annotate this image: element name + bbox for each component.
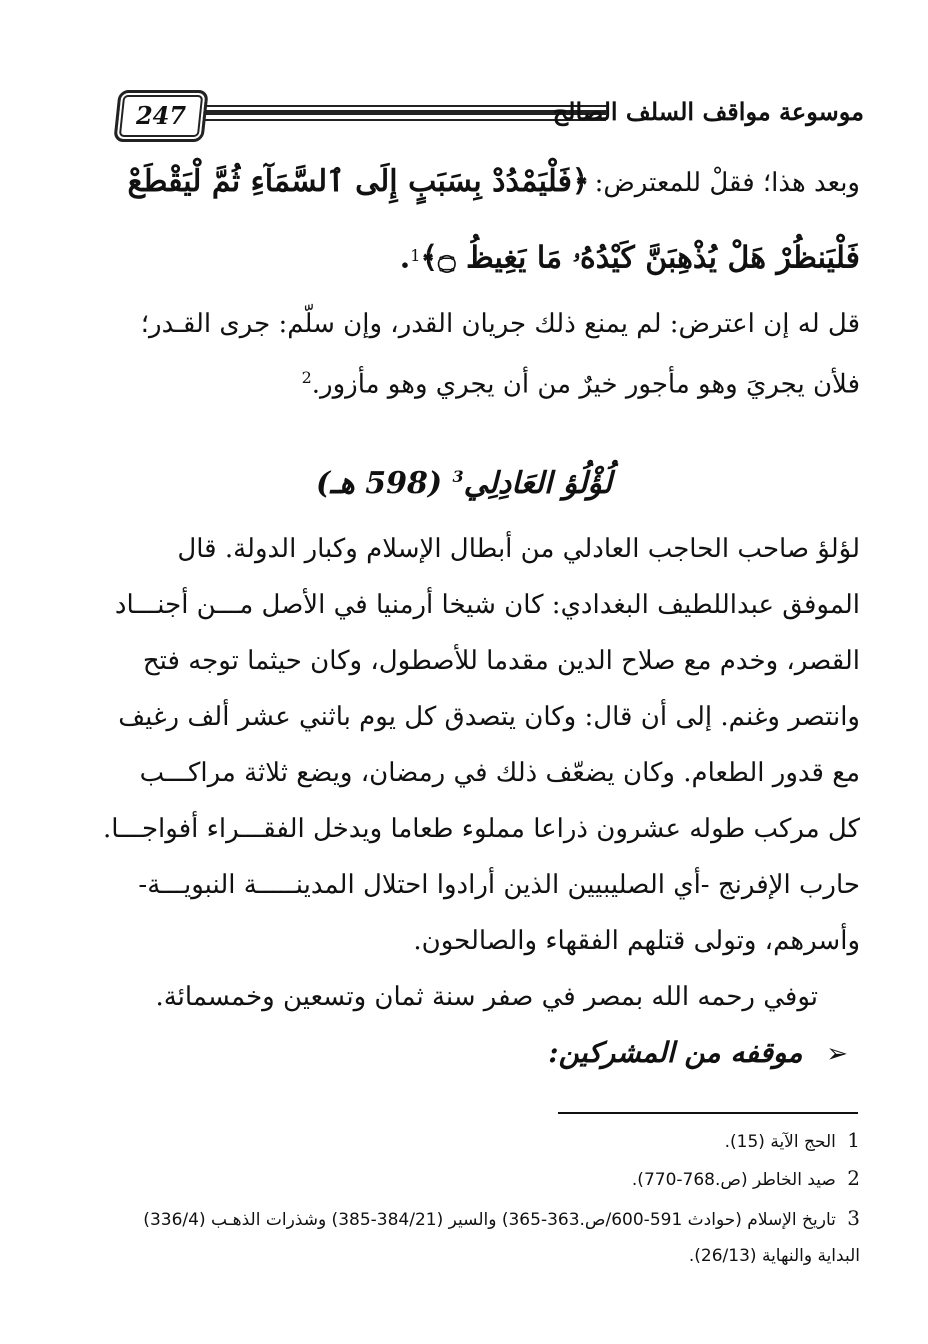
- arrow-bullet-icon: ➢: [826, 1039, 848, 1069]
- intro-line-1: [118, 156, 860, 208]
- quran-verse-part1: ﴿فَلْيَمْدُدْ بِسَبَبٍ إِلَى ٱلسَّمَآءِ ثُمَّ لْيَقْطَعْ: [127, 164, 590, 199]
- footnote-number: 3: [847, 1206, 860, 1230]
- footnote-number: 2: [847, 1166, 860, 1190]
- series-title: موسوعة مواقف السلف الصالح: [552, 97, 864, 126]
- body-line-7: حارب الإفرنج -أي الصليبيين الذين أرادوا احتلال المدينـــــة النبويـــة-: [138, 870, 860, 900]
- header-rule-thick: [204, 110, 606, 115]
- section-year: (598 هـ): [316, 466, 443, 501]
- footnote-2: [118, 1162, 860, 1194]
- footnote-text: صيد الخاطر (ص.768-770).: [631, 1170, 836, 1190]
- paragraph-2-line-2: [118, 356, 860, 400]
- header-rule-top: [204, 105, 606, 107]
- body-line-5: مع قدور الطعام. وكان يضعّف ذلك في رمضان، ويضع ثلاثة مراكـــب: [139, 758, 860, 788]
- section-title: [200, 466, 728, 501]
- quran-verse-part2: فَلْيَنظُرْ هَلْ يُذْهِبَنَّ كَيْدُهُۥ مَا يَغِيظُ ۝﴾: [420, 240, 860, 276]
- death-line: توفي رحمه الله بمصر في صفر سنة ثمان وتسعين وخمسمائة.: [155, 982, 818, 1012]
- paragraph-2-text-2: فلأن يجريَ وهو مأجور خيرٌ من أن يجري وهو مأزور.: [311, 369, 860, 400]
- page-header: [108, 78, 868, 148]
- footnote-3-continued: البداية والنهاية (26/13).: [688, 1246, 860, 1266]
- footnote-separator: [558, 1112, 858, 1114]
- intro-prefix: وبعد هذا؛ فقلْ للمعترض:: [594, 168, 860, 198]
- body-line-3: القصر، وخدم مع صلاح الدين مقدما للأصطول، وكان حيثما توجه فتح: [142, 646, 860, 676]
- footnote-text: تاريخ الإسلام (حوادث 591-600/ص.363-365) والسير (384/21-385) وشذرات الذهـب (336/4): [143, 1210, 836, 1230]
- sub-heading-text: موقفه من المشركين:: [548, 1036, 803, 1069]
- footnote-marker-1: 1: [410, 246, 421, 265]
- verse-end-period: .: [399, 240, 411, 276]
- paragraph-2-line-1: [118, 302, 860, 346]
- footnote-number: 1: [847, 1128, 860, 1152]
- body-line-2: الموفق عبداللطيف البغدادي: كان شيخا أرمنيا في الأصل مـــن أجنـــاد: [114, 590, 860, 620]
- footnote-3: [118, 1202, 860, 1234]
- body-line-6: كل مركب طوله عشرون ذراعا مملوء طعاما ويدخل الفقـــراء أفواجـــا.: [102, 814, 860, 844]
- intro-line-2: [399, 228, 860, 284]
- body-line-4: وانتصر وغنم. إلى أن قال: وكان يتصدق كل يوم باثني عشر ألف رغيف: [118, 702, 860, 732]
- paragraph-2-text-1: قل له إن اعترض: لم يمنع ذلك جريان القدر، وإن سلّم: جرى القـدر؛: [140, 309, 860, 339]
- footnote-marker-2: 2: [301, 368, 312, 387]
- footnote-marker-3: 3: [452, 467, 464, 486]
- page-number: 247: [135, 101, 187, 130]
- body-line-1: لؤلؤ صاحب الحاجب العادلي من أبطال الإسلام وكبار الدولة. قال: [177, 534, 860, 564]
- footnote-text: الحج الآية (15).: [724, 1132, 836, 1152]
- body-line-8: وأسرهم، وتولى قتلهم الفقهاء والصالحون.: [413, 926, 860, 956]
- sub-heading: [548, 1036, 848, 1069]
- section-name: لُؤْلُؤ العَادِلِي: [463, 466, 612, 501]
- page-number-badge: [113, 90, 208, 142]
- header-rule-bottom: [204, 119, 606, 121]
- footnote-1: [118, 1124, 860, 1156]
